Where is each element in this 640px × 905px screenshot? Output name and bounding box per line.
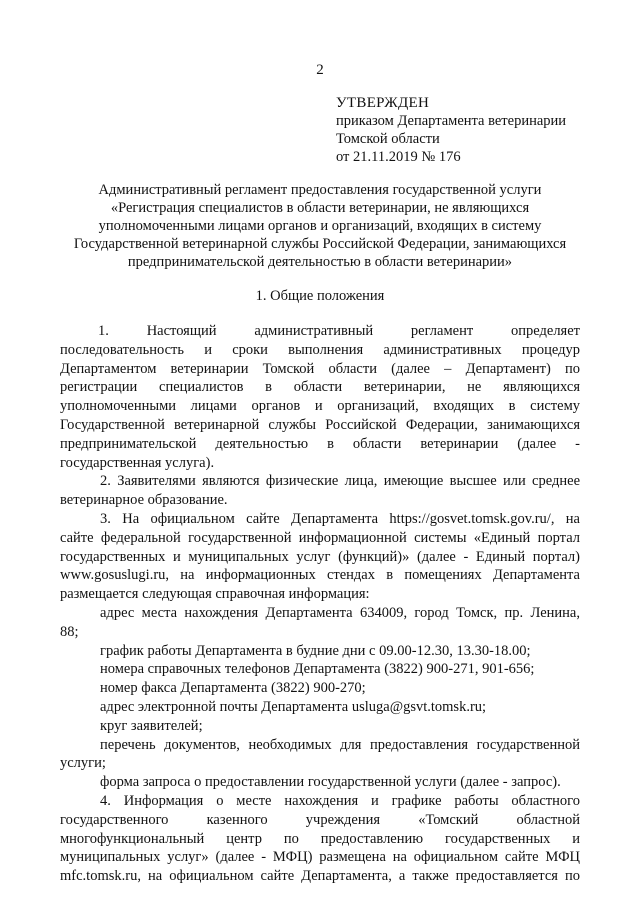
approval-stamp [336, 94, 566, 166]
text-line: форма запроса о предоставлении государственной услуги (далее - запрос). [100, 774, 561, 791]
text-line: 3. На официальном сайте Департамента https://gosvet.tomsk.gov.ru/, на [100, 510, 580, 527]
text-line: адрес места нахождения Департамента 634009, город Томск, пр. Ленина, [100, 604, 580, 621]
title-line: уполномоченными лицами органов и организаций, входящих в систему [98, 218, 542, 234]
approval-line: УТВЕРЖДЕН [336, 95, 430, 111]
section-heading: 1. Общие положения [255, 288, 385, 304]
text-line: Департаментом ветеринарии Томской области (далее – Департамент) по [60, 360, 580, 377]
text-line: ветеринарное образование. [60, 492, 228, 509]
text-line: размещается следующая справочная информация: [60, 586, 370, 603]
text-line: адрес электронной почты Департамента usluga@gsvt.tomsk.ru; [100, 698, 487, 715]
text-line: www.gosuslugi.ru, на информационных стендах в помещениях Департамента [60, 567, 580, 584]
approval-line: приказом Департамента ветеринарии [336, 113, 567, 129]
approval-line: от 21.11.2019 № 176 [336, 149, 461, 165]
body-text [60, 322, 580, 886]
text-line: многофункциональный центр по предоставлению государственных и [60, 830, 580, 847]
text-line: уполномоченными лицами органов и организаций, входящих в систему [60, 398, 580, 415]
text-line: сайте федеральной государственной информационной системы «Единый портал [60, 529, 580, 546]
document-title [40, 181, 600, 271]
text-line: mfc.tomsk.ru, на официальном сайте Департамента, а также предоставляется по [60, 868, 580, 885]
title-line: Административный регламент предоставления государственной услуги [98, 182, 542, 198]
text-line: 1. Настоящий административный регламент определяет [98, 323, 580, 339]
page-number: 2 [316, 62, 324, 78]
title-line: Государственной ветеринарной службы Российской Федерации, занимающихся [73, 236, 567, 252]
text-line: 88; [60, 623, 79, 640]
text-line: 4. Информация о месте нахождения и графике работы областного [100, 792, 580, 809]
text-line: государственного казенного учреждения «Томский областной [60, 811, 580, 828]
text-line: круг заявителей; [100, 717, 203, 734]
text-line: предпринимательской деятельностью в области ветеринарии (далее - [60, 435, 580, 452]
text-line: Государственной ветеринарной службы Российской Федерации, занимающихся [60, 416, 580, 433]
text-line: муниципальных услуг» (далее - МФЦ) размещена на официальном сайте МФЦ [60, 849, 580, 866]
text-line: 2. Заявителями являются физические лица, имеющие высшее или среднее [100, 473, 580, 490]
text-line: государственных и муниципальных услуг (функций)» (далее - Единый портал) [60, 548, 580, 565]
text-line: перечень документов, необходимых для предоставления государственной [100, 736, 580, 753]
title-line: предпринимательской деятельностью в области ветеринарии» [127, 254, 513, 270]
title-line: «Регистрация специалистов в области ветеринарии, не являющихся [110, 200, 530, 216]
text-line: государственная услуга). [60, 454, 215, 471]
text-line: услуги; [60, 755, 106, 772]
text-line: номер факса Департамента (3822) 900-270; [100, 680, 366, 697]
approval-line: Томской области [336, 131, 440, 147]
text-line: график работы Департамента в будние дни с 09.00-12.30, 13.30-18.00; [100, 642, 531, 659]
text-line: регистрации специалистов в области ветеринарии, не являющихся [60, 379, 580, 396]
text-line: последовательность и сроки выполнения административных процедур [60, 341, 580, 358]
text-line: номера справочных телефонов Департамента (3822) 900-271, 901-656; [100, 661, 535, 678]
